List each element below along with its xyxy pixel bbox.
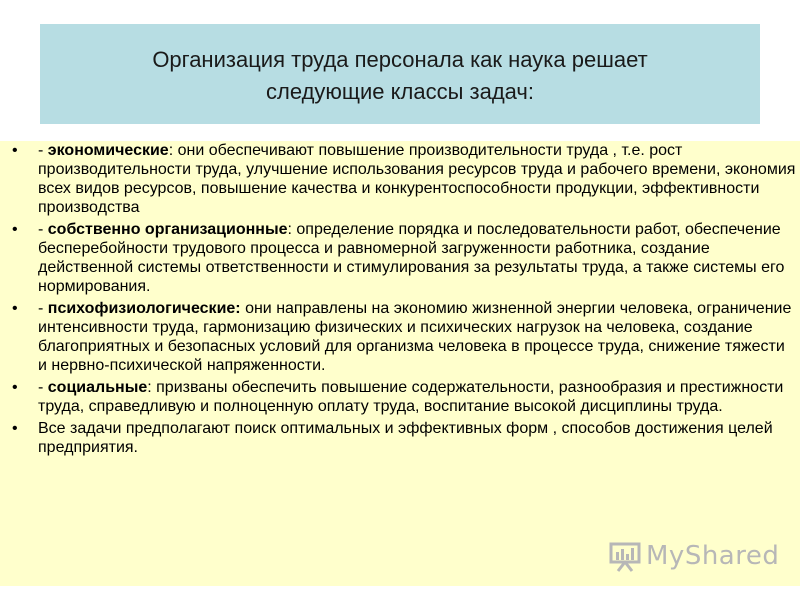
list-item-organizational <box>6 220 796 296</box>
task-list <box>6 141 796 460</box>
bullet: • <box>12 379 18 396</box>
item-prefix: - <box>38 379 48 396</box>
item-text: они направлены на экономию жизненной энергии человека, ограничение интенсивности труда, гармонизацию физических и психических нагрузок на человека, создание благоприятных и безопасных условий для организма человека в процессе труда, снижение тяжести и нервно-психической напряженности. <box>38 300 792 374</box>
list-item-economic <box>6 141 796 217</box>
watermark-text: MyShared <box>646 541 780 571</box>
title-line-1: Организация труда персонала как наука решает <box>152 47 648 72</box>
list-item-psychophysiological <box>6 299 796 375</box>
item-prefix: - <box>38 221 48 238</box>
presentation-board-icon <box>608 540 642 572</box>
bullet: • <box>12 221 18 238</box>
slide-title <box>152 40 647 108</box>
bullet: • <box>12 300 18 317</box>
list-item-social <box>6 378 796 416</box>
item-term: экономические <box>47 142 169 159</box>
item-text: : призваны обеспечить повышение содержательности, разнообразия и престижности труда, справедливую и полноценную оплату труда, воспитание высокой дисциплины труда. <box>38 379 784 415</box>
watermark-logo <box>608 538 780 574</box>
list-item-summary <box>6 419 796 457</box>
item-text: : они обеспечивают повышение производительности труда , т.е. рост производительности труда, улучшение использования ресурсов труда и рабочего времени, экономия всех видов ресурсов, повышение качества и конкурентоспособности продукции, эффективности производства <box>38 142 796 216</box>
item-prefix: - <box>38 142 48 159</box>
item-term: социальные <box>47 379 148 396</box>
title-box <box>40 24 760 124</box>
item-term: собственно организационные <box>47 221 288 238</box>
bullet: • <box>12 142 18 159</box>
content-box <box>0 141 800 586</box>
item-text: Все задачи предполагают поиск оптимальных и эффективных форм , способов достижения целей предприятия. <box>38 420 773 456</box>
item-prefix: - <box>38 300 48 317</box>
bullet: • <box>12 420 18 437</box>
title-line-2: следующие классы задач: <box>265 79 535 104</box>
item-term: психофизиологические: <box>47 300 241 317</box>
item-text: : определение порядка и последовательности работ, обеспечение бесперебойности трудового процесса и равномерной загруженности работника, создание действенной системы ответственности и стимулирования за результаты труда, а также системы его нормирования. <box>38 221 785 295</box>
